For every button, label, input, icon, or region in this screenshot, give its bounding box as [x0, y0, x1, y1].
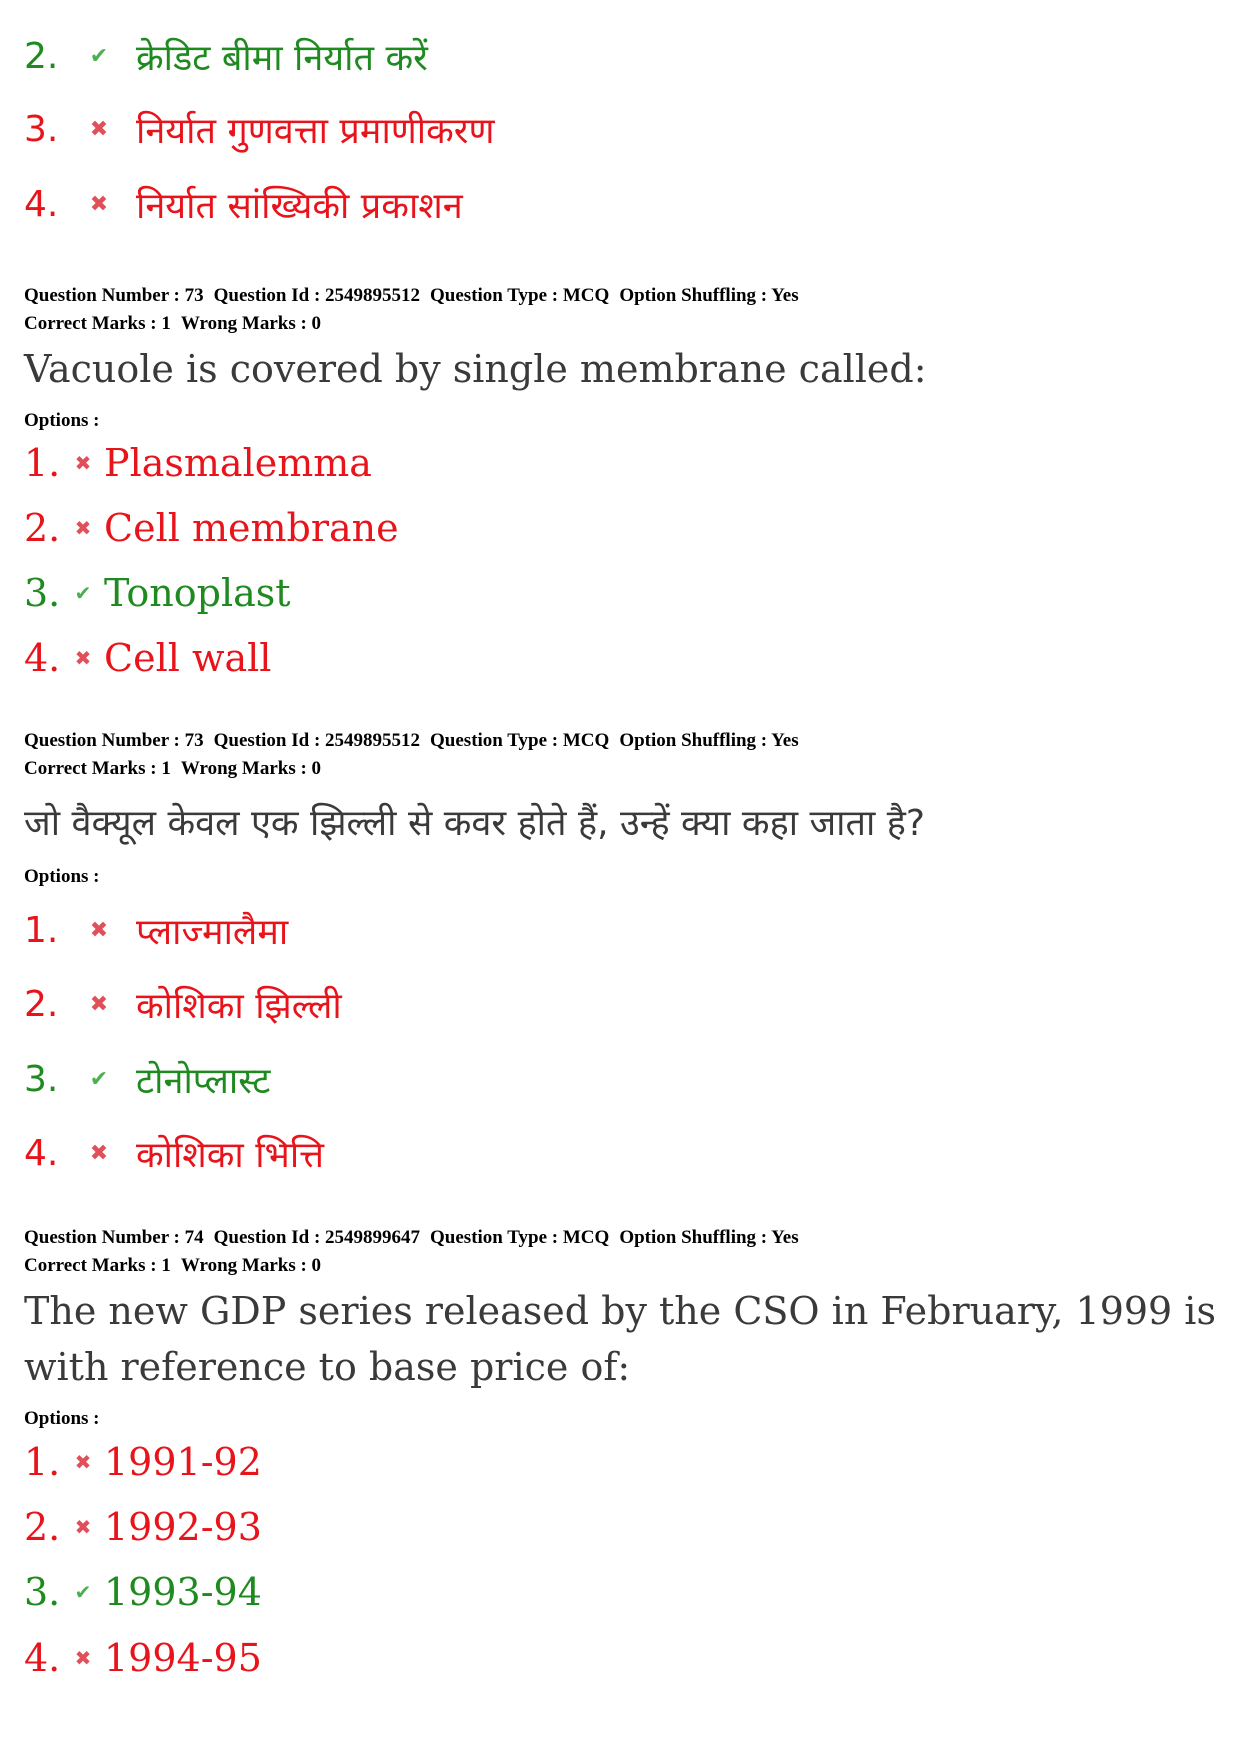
wrong-marks: Wrong Marks : 0 — [180, 313, 322, 334]
option-row — [24, 1570, 262, 1614]
option-row — [24, 441, 372, 485]
check-icon: ✔ — [89, 44, 109, 69]
option-row — [24, 906, 288, 955]
question-type: Question Type : MCQ — [430, 730, 610, 751]
option-text: Plasmalemma — [104, 441, 372, 485]
correct-marks: Correct Marks : 1 — [24, 1255, 171, 1276]
question-marks — [24, 758, 321, 780]
check-icon: ✔ — [74, 1580, 92, 1604]
option-row — [24, 1440, 262, 1484]
option-number: 4. — [24, 1636, 61, 1680]
cross-icon: ✖ — [74, 646, 92, 670]
option-shuffling: Option Shuffling : Yes — [619, 1227, 799, 1248]
cross-icon: ✖ — [89, 992, 109, 1017]
cross-icon: ✖ — [89, 117, 109, 142]
option-row — [24, 571, 291, 615]
option-shuffling: Option Shuffling : Yes — [619, 730, 799, 751]
options-label: Options : — [24, 1408, 100, 1429]
option-number: 2. — [24, 36, 59, 77]
option-number: 3. — [24, 1570, 61, 1614]
options-label: Options : — [24, 410, 100, 431]
option-text: निर्यात सांख्यिकी प्रकाशन — [136, 186, 463, 227]
question-text-line-2: with reference to base price of: — [24, 1345, 631, 1389]
option-text: प्लाज्मालैमा — [136, 912, 289, 953]
wrong-marks: Wrong Marks : 0 — [180, 758, 322, 779]
question-text-line-1: The new GDP series released by the CSO in February, 1999 is — [24, 1289, 1216, 1333]
option-row — [24, 1129, 324, 1178]
cross-icon: ✖ — [74, 516, 92, 540]
option-text: निर्यात गुणवत्ता प्रमाणीकरण — [136, 111, 495, 152]
option-row — [24, 105, 495, 154]
option-number: 4. — [24, 636, 61, 680]
question-text: जो वैक्यूल केवल एक झिल्ली से कवर होते हैं, उन्हें क्या कहा जाता है? — [24, 803, 926, 844]
cross-icon: ✖ — [74, 451, 92, 475]
option-number: 2. — [24, 984, 59, 1025]
option-text: 1993-94 — [104, 1570, 262, 1614]
question-meta — [24, 730, 799, 752]
option-text: कोशिका भित्ति — [136, 1135, 325, 1176]
question-type: Question Type : MCQ — [430, 285, 610, 306]
option-row — [24, 980, 342, 1029]
check-icon: ✔ — [89, 1067, 109, 1092]
wrong-marks: Wrong Marks : 0 — [180, 1255, 322, 1276]
cross-icon: ✖ — [74, 1515, 92, 1539]
cross-icon: ✖ — [89, 192, 109, 217]
option-row — [24, 32, 428, 81]
option-row — [24, 180, 463, 229]
option-number: 3. — [24, 109, 59, 150]
option-text: टोनोप्लास्ट — [136, 1061, 271, 1102]
option-row — [24, 1055, 270, 1104]
option-number: 3. — [24, 571, 61, 615]
question-marks — [24, 313, 321, 335]
option-number: 1. — [24, 910, 59, 951]
cross-icon: ✖ — [74, 1646, 92, 1670]
option-number: 3. — [24, 1059, 59, 1100]
option-number: 2. — [24, 506, 61, 550]
option-text: Tonoplast — [104, 571, 291, 615]
option-text: 1992-93 — [104, 1505, 262, 1549]
question-number: Question Number : 74 — [24, 1227, 204, 1248]
option-text: Cell membrane — [104, 506, 399, 550]
question-meta — [24, 1227, 799, 1249]
option-number: 1. — [24, 441, 61, 485]
option-text: 1991-92 — [104, 1440, 262, 1484]
question-id: Question Id : 2549899647 — [213, 1227, 421, 1248]
option-text: कोशिका झिल्ली — [136, 986, 342, 1027]
question-type: Question Type : MCQ — [430, 1227, 610, 1248]
cross-icon: ✖ — [89, 1141, 109, 1166]
correct-marks: Correct Marks : 1 — [24, 758, 171, 779]
question-text: Vacuole is covered by single membrane called: — [24, 347, 927, 391]
option-number: 2. — [24, 1505, 61, 1549]
option-number: 4. — [24, 184, 59, 225]
option-text: क्रेडिट बीमा निर्यात करें — [136, 38, 428, 79]
option-row — [24, 1505, 262, 1549]
option-row — [24, 1636, 262, 1680]
correct-marks: Correct Marks : 1 — [24, 313, 171, 334]
question-number: Question Number : 73 — [24, 285, 204, 306]
question-id: Question Id : 2549895512 — [213, 730, 421, 751]
option-row — [24, 636, 271, 680]
option-text: Cell wall — [104, 636, 272, 680]
option-shuffling: Option Shuffling : Yes — [619, 285, 799, 306]
check-icon: ✔ — [74, 581, 92, 605]
option-text: 1994-95 — [104, 1636, 262, 1680]
question-meta — [24, 285, 799, 307]
options-label: Options : — [24, 866, 100, 887]
question-number: Question Number : 73 — [24, 730, 204, 751]
cross-icon: ✖ — [89, 918, 109, 943]
cross-icon: ✖ — [74, 1450, 92, 1474]
option-number: 4. — [24, 1133, 59, 1174]
question-marks — [24, 1255, 321, 1277]
question-id: Question Id : 2549895512 — [213, 285, 421, 306]
option-row — [24, 506, 399, 550]
option-number: 1. — [24, 1440, 61, 1484]
